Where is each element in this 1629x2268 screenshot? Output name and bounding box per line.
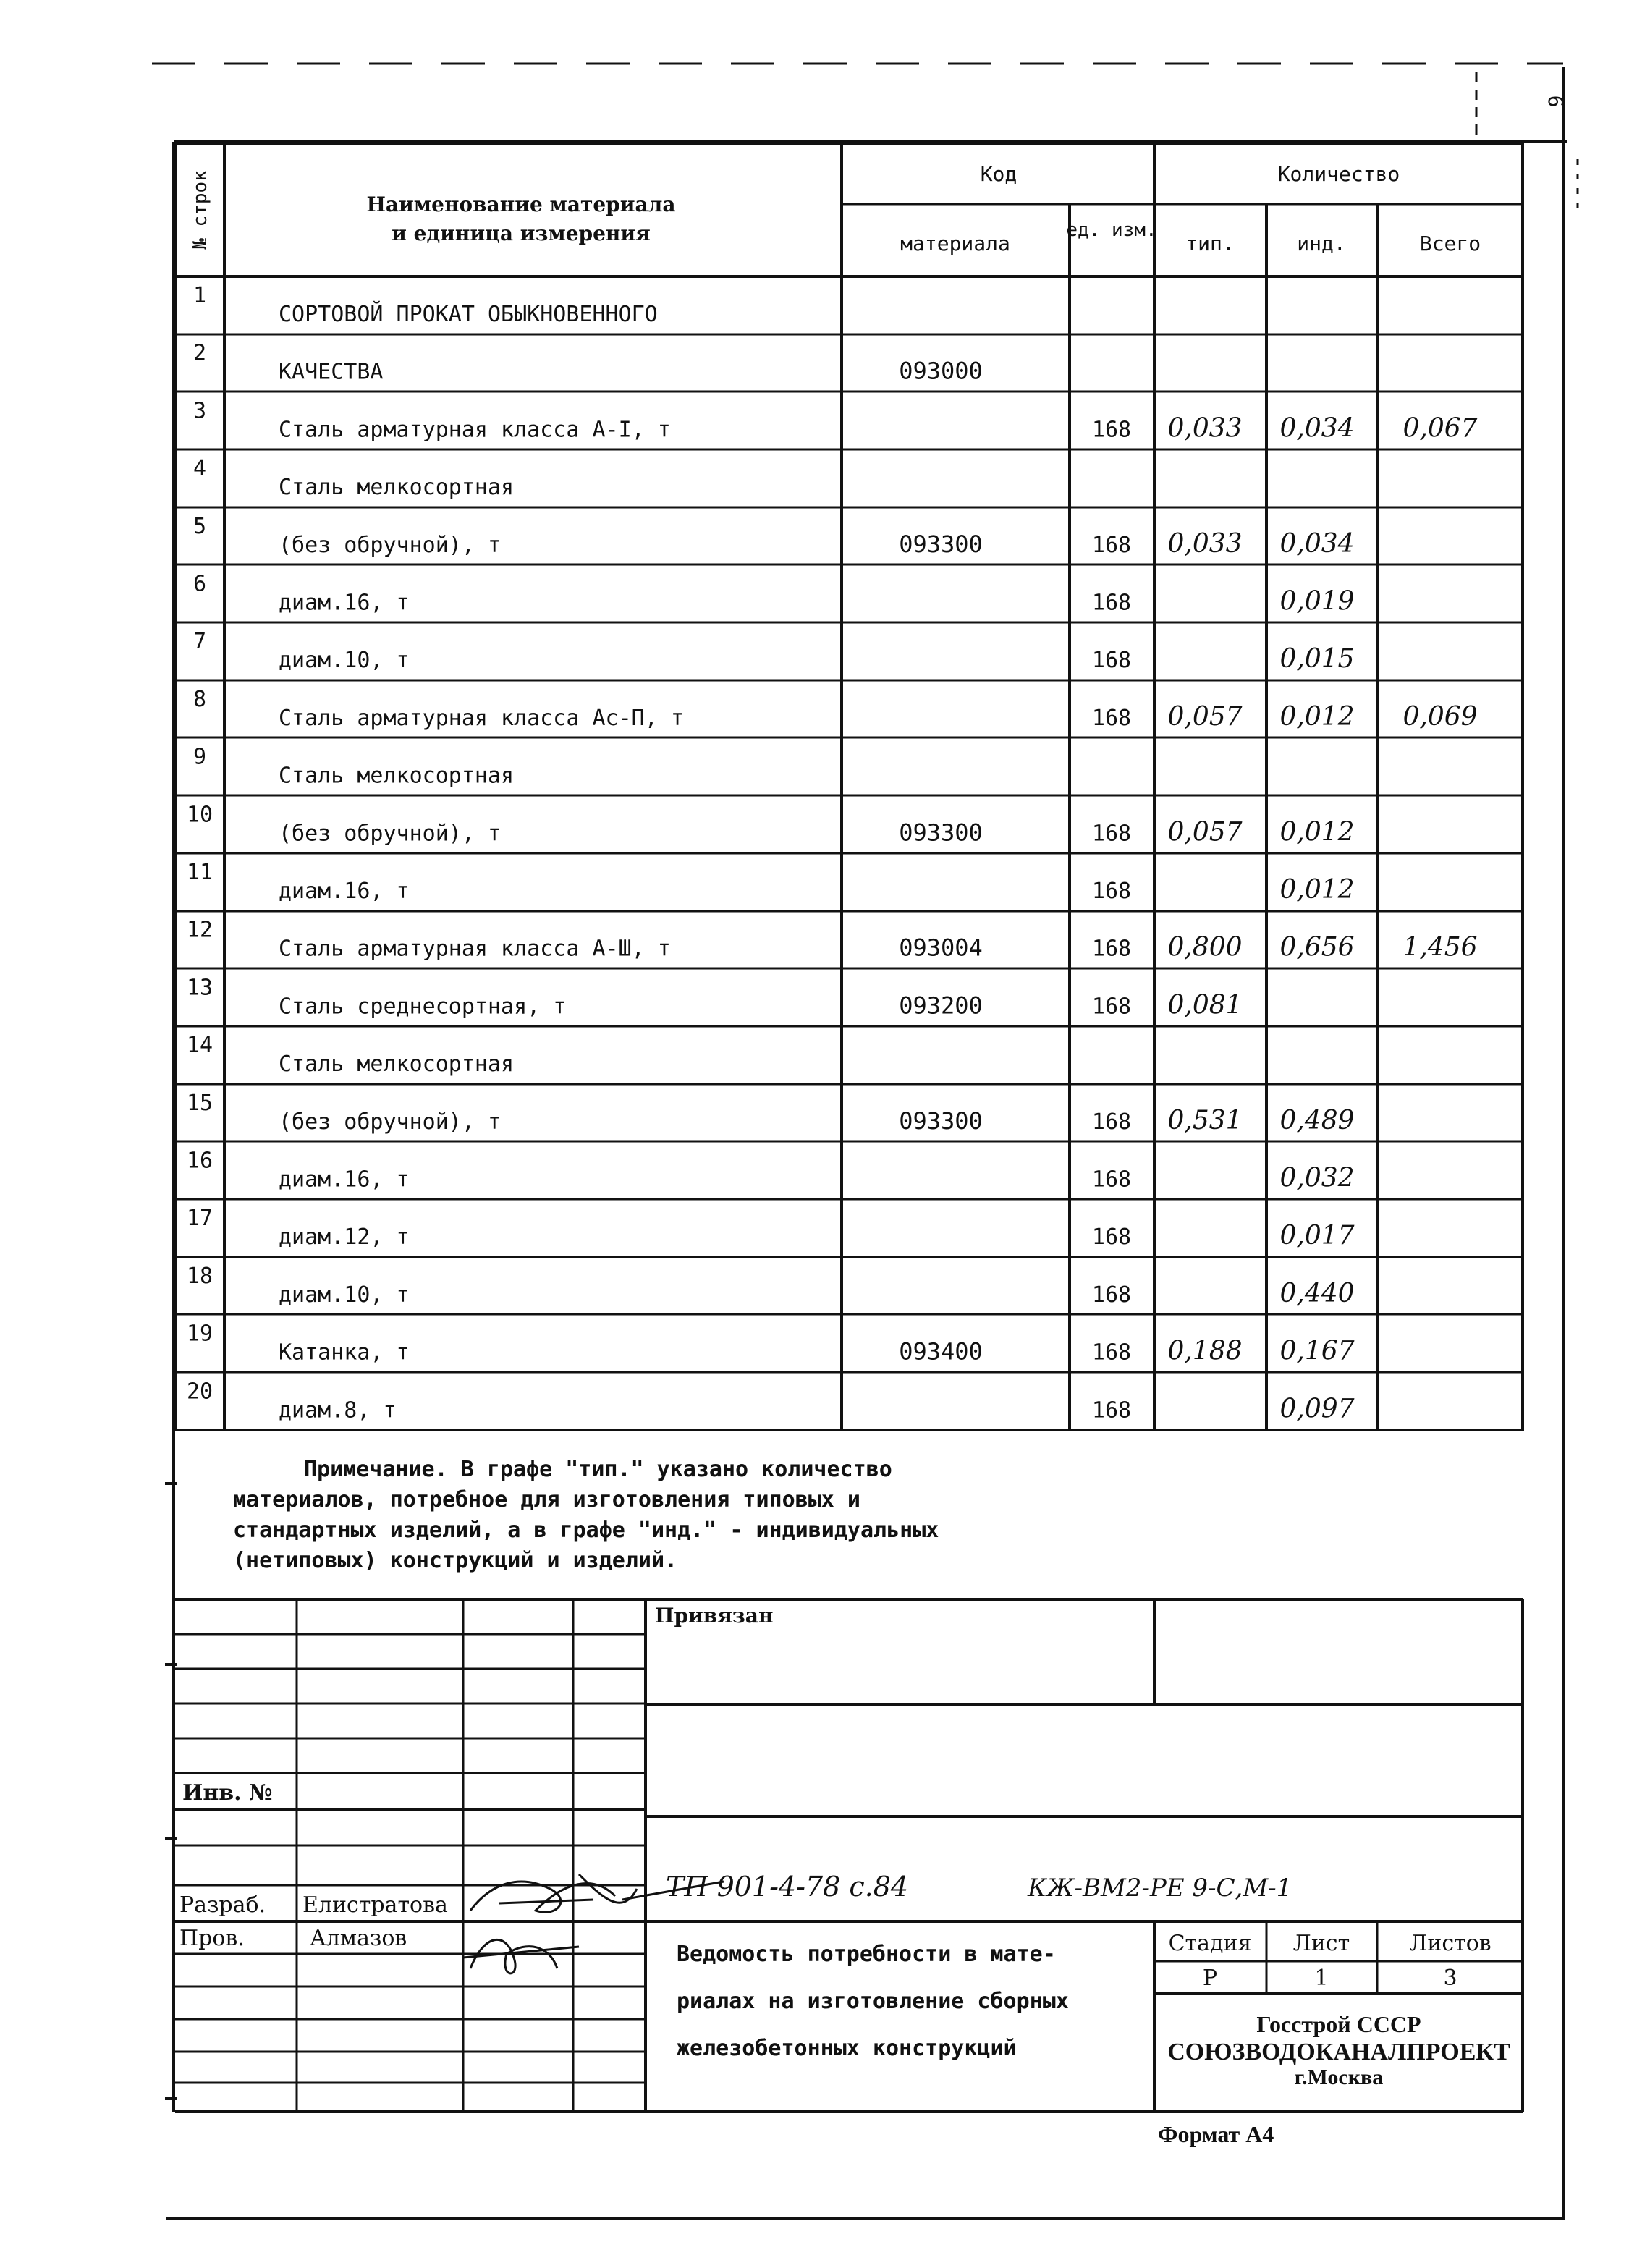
signature-developer (470, 1874, 637, 1912)
row-number: 16 (186, 1148, 213, 1174)
row-number: 18 (186, 1263, 213, 1289)
name-checker: Алмазов (310, 1926, 407, 1951)
qty-total: 1,456 (1402, 932, 1478, 962)
note-line: материалов, потребное для изготовления типовых и (233, 1487, 860, 1512)
unit-code: 168 (1091, 1282, 1132, 1308)
qty-ind: 0,489 (1279, 1105, 1355, 1135)
row-number: 7 (192, 629, 207, 655)
qty-ind: 0,032 (1279, 1163, 1355, 1193)
table-row (193, 745, 514, 789)
qty-ind: 0,034 (1279, 413, 1355, 444)
row-number: 1 (192, 283, 207, 308)
unit-code: 168 (1091, 821, 1132, 847)
format-label: Формат А4 (1158, 2121, 1274, 2147)
material-name: (без обручной), т (279, 821, 502, 847)
doc-title-line2: риалах на изготовление сборных (677, 1989, 1069, 2014)
material-name: Сталь арматурная класса А-I, т (279, 417, 671, 443)
sheets-label: Листов (1409, 1931, 1492, 1956)
doc-title-line3: железобетонных конструкций (677, 2036, 1017, 2061)
doc-title-line1: Ведомость потребности в мате- (677, 1942, 1056, 1967)
qty-typ: 0,800 (1167, 932, 1243, 962)
table-row (193, 687, 1478, 732)
qty-ind: 0,012 (1279, 817, 1355, 847)
header-qty-ind: инд. (1297, 232, 1346, 255)
material-code: 093300 (899, 818, 983, 847)
material-code: 093004 (899, 934, 983, 962)
qty-typ: 0,057 (1167, 701, 1243, 732)
material-name: диам.16, т (279, 590, 410, 616)
unit-code: 168 (1091, 1224, 1132, 1251)
unit-code: 168 (1091, 879, 1132, 904)
material-name: Катанка, т (279, 1340, 410, 1366)
table-row (193, 398, 1478, 443)
qty-ind: 0,656 (1279, 932, 1355, 962)
row-number: 13 (186, 975, 213, 1001)
header-qty-total: Всего (1419, 232, 1481, 255)
note-line: стандартных изделий, а в графе "инд." - индивидуальных (233, 1518, 939, 1543)
qty-typ: 0,033 (1167, 413, 1243, 444)
unit-code: 168 (1091, 1397, 1132, 1423)
qty-ind: 0,017 (1279, 1221, 1355, 1251)
sheets-value: 3 (1443, 1966, 1457, 1991)
unit-code: 168 (1091, 994, 1132, 1020)
material-name: Сталь арматурная класса Ас-П, т (279, 705, 684, 731)
header-name-line1: Наименование материала (366, 192, 676, 216)
material-name: Сталь среднесортная, т (279, 994, 567, 1020)
row-number: 11 (186, 860, 213, 885)
table-row (187, 1148, 1355, 1193)
material-name: Сталь мелкосортная (279, 763, 515, 789)
row-number: 2 (192, 340, 207, 366)
header-code: Код (980, 162, 1017, 186)
unit-code: 168 (1091, 1340, 1132, 1366)
unit-code: 168 (1091, 532, 1132, 558)
signature-checker (463, 1939, 579, 1973)
header-name-line2: и единица измерения (392, 221, 651, 245)
row-number: 12 (186, 917, 213, 943)
unit-code: 168 (1091, 648, 1132, 674)
row-number: 6 (192, 571, 207, 597)
row-number: 3 (192, 398, 207, 424)
table-row (187, 975, 1243, 1020)
material-name: диам.16, т (279, 879, 410, 904)
table-row (193, 283, 658, 327)
row-number: 14 (186, 1033, 213, 1059)
material-name: диам.8, т (279, 1397, 397, 1423)
table-row (187, 802, 1355, 847)
unit-code: 168 (1091, 705, 1132, 731)
note-line: Примечание. В графе "тип." указано количество (304, 1457, 892, 1482)
table-row (187, 1379, 1355, 1423)
table-row (193, 341, 983, 385)
role-checker: Пров. (179, 1926, 245, 1951)
unit-code: 168 (1091, 1109, 1132, 1135)
material-code: 093400 (899, 1337, 983, 1366)
qty-ind: 0,019 (1279, 586, 1355, 617)
material-name: диам.10, т (279, 648, 410, 674)
note-line: (нетиповых) конструкций и изделий. (233, 1548, 678, 1573)
table-row (187, 1091, 1355, 1135)
material-name: (без обручной), т (279, 532, 502, 558)
header-code-unit (1066, 219, 1156, 241)
material-name: (без обручной), т (279, 1109, 502, 1135)
sheet-value: 1 (1314, 1966, 1329, 1991)
unit-code: 168 (1091, 417, 1132, 443)
bound-label: Привязан (655, 1604, 774, 1628)
qty-total: 0,069 (1402, 701, 1478, 732)
qty-typ: 0,033 (1167, 528, 1243, 559)
row-number: 9 (192, 744, 207, 770)
org-line1: Госстрой СССР (1256, 2011, 1421, 2037)
table-row (187, 860, 1355, 905)
table-row (187, 1321, 1355, 1366)
unit-code: 168 (1091, 1167, 1132, 1193)
qty-ind: 0,167 (1279, 1336, 1355, 1366)
table-row (187, 1206, 1355, 1251)
table-row (193, 456, 514, 500)
header-qty-typ: тип. (1185, 232, 1235, 255)
table-row (193, 572, 1355, 617)
material-code: 093300 (899, 1107, 983, 1135)
sheet-label: Лист (1292, 1931, 1350, 1956)
material-name: Сталь мелкосортная (279, 475, 515, 501)
doc-code: ТП 901-4-78 с.84 (666, 1871, 909, 1903)
row-number: 17 (186, 1206, 213, 1232)
stage-label: Стадия (1168, 1931, 1252, 1956)
qty-total: 0,067 (1402, 413, 1478, 444)
material-name: диам.16, т (279, 1167, 410, 1193)
row-number: 10 (186, 802, 213, 828)
qty-ind: 0,015 (1279, 644, 1355, 674)
note-block (233, 1457, 939, 1573)
row-number: 15 (186, 1090, 213, 1116)
org-line2: СОЮЗВОДОКАНАЛПРОЕКТ (1167, 2039, 1510, 2065)
material-name: СОРТОВОЙ ПРОКАТ ОБЫКНОВЕННОГО (279, 302, 658, 327)
qty-typ: 0,081 (1167, 990, 1243, 1020)
material-name: Сталь арматурная класса А-Ш, т (279, 936, 671, 962)
table-row (187, 1033, 514, 1077)
table-row (193, 629, 1355, 674)
material-name: диам.10, т (279, 1282, 410, 1308)
qty-ind: 0,034 (1279, 528, 1355, 559)
sheet-number: 6 (1544, 95, 1567, 108)
qty-typ: 0,188 (1167, 1336, 1243, 1366)
row-number: 19 (186, 1321, 213, 1347)
stage-value: Р (1202, 1966, 1218, 1991)
doc-mark: КЖ-ВМ2-РЕ 9-С,М-1 (1028, 1874, 1292, 1903)
header-code-material: материала (900, 232, 1010, 255)
unit-code: 168 (1091, 590, 1132, 616)
row-number: 8 (192, 686, 207, 712)
unit-code: 168 (1091, 936, 1132, 962)
qty-ind: 0,440 (1279, 1278, 1355, 1308)
qty-ind: 0,012 (1279, 701, 1355, 732)
qty-ind: 0,012 (1279, 875, 1355, 905)
name-developer: Елистратова (302, 1892, 448, 1918)
qty-typ: 0,057 (1167, 817, 1243, 847)
material-code: 093200 (899, 991, 983, 1020)
material-code: 093000 (899, 357, 983, 385)
table-row (187, 918, 1478, 962)
qty-typ: 0,531 (1167, 1105, 1243, 1135)
row-number: 5 (192, 513, 207, 539)
qty-ind: 0,097 (1279, 1394, 1355, 1424)
material-name: диам.12, т (279, 1224, 410, 1251)
header-row-no: № строк (190, 170, 211, 250)
header-quantity: Количество (1277, 162, 1400, 186)
inv-no-label: Инв. № (182, 1780, 273, 1806)
org-line3: г.Москва (1294, 2065, 1384, 2089)
role-developer: Разраб. (179, 1892, 266, 1918)
row-number: 20 (186, 1379, 213, 1405)
material-code: 093300 (899, 530, 983, 558)
material-name: КАЧЕСТВА (279, 359, 384, 385)
table-row (187, 1264, 1355, 1308)
material-name: Сталь мелкосортная (279, 1052, 515, 1078)
table-row (193, 514, 1355, 559)
header-code-unit-text: ед. изм. (1066, 219, 1157, 241)
row-number: 4 (192, 456, 207, 482)
